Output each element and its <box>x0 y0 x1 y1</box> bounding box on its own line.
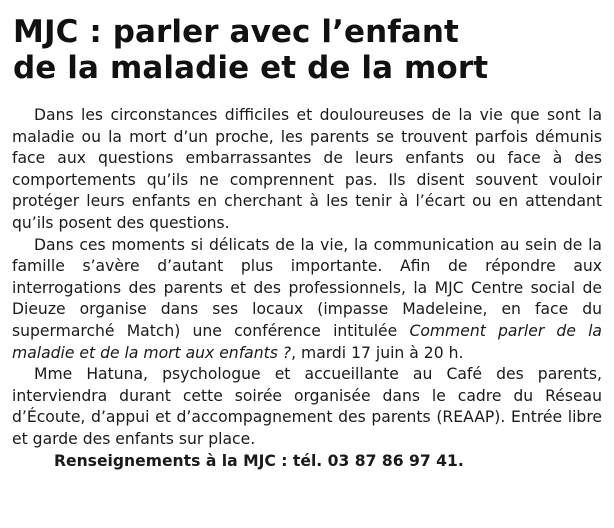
contact-info: Renseignements à la MJC : tél. 03 87 86 97 41. <box>54 451 464 470</box>
headline-line-1: MJC : parler avec l’enfant <box>13 14 459 50</box>
paragraph-2-date: , mardi 17 juin à 20 h. <box>291 343 464 362</box>
paragraph-2 <box>12 235 602 365</box>
paragraph-3: Mme Hatuna, psychologue et accueillante au Café des parents, interviendra durant cette soirée organisée dans le cadre du Réseau d’Écoute, d’appui et d’accompagnement des parents (REAAP). Entrée libre et garde des enfants sur place. <box>12 365 602 448</box>
article-body <box>12 105 602 472</box>
conference-title: Comment parler de la maladie et de la mort aux enfants ? <box>12 321 602 362</box>
article-headline <box>13 14 488 86</box>
paragraph-1: Dans les circonstances difficiles et douloureuses de la vie que sont la maladie ou la mort d’un proche, les parents se trouvent parfois démunis face aux questions embarrassantes de leurs enfants ou face à des comportements qu’ils ne comprennent pas. Ils disent souvent vouloir protéger leurs enfants en cherchant à les tenir à l’écart ou en attendant qu’ils posent des questions. <box>12 106 602 232</box>
paragraph-2-text: Dans ces moments si délicats de la vie, la communication au sein de la famille s’avère d’autant plus importante. Afin de répondre aux interrogations des parents et des professionnels, la MJC Centre social de Dieuze organise dans ses locaux (impasse Madeleine, en face du supermarché Match) une conférence intitulée <box>12 235 602 340</box>
headline-line-2: de la maladie et de la mort <box>13 50 489 86</box>
